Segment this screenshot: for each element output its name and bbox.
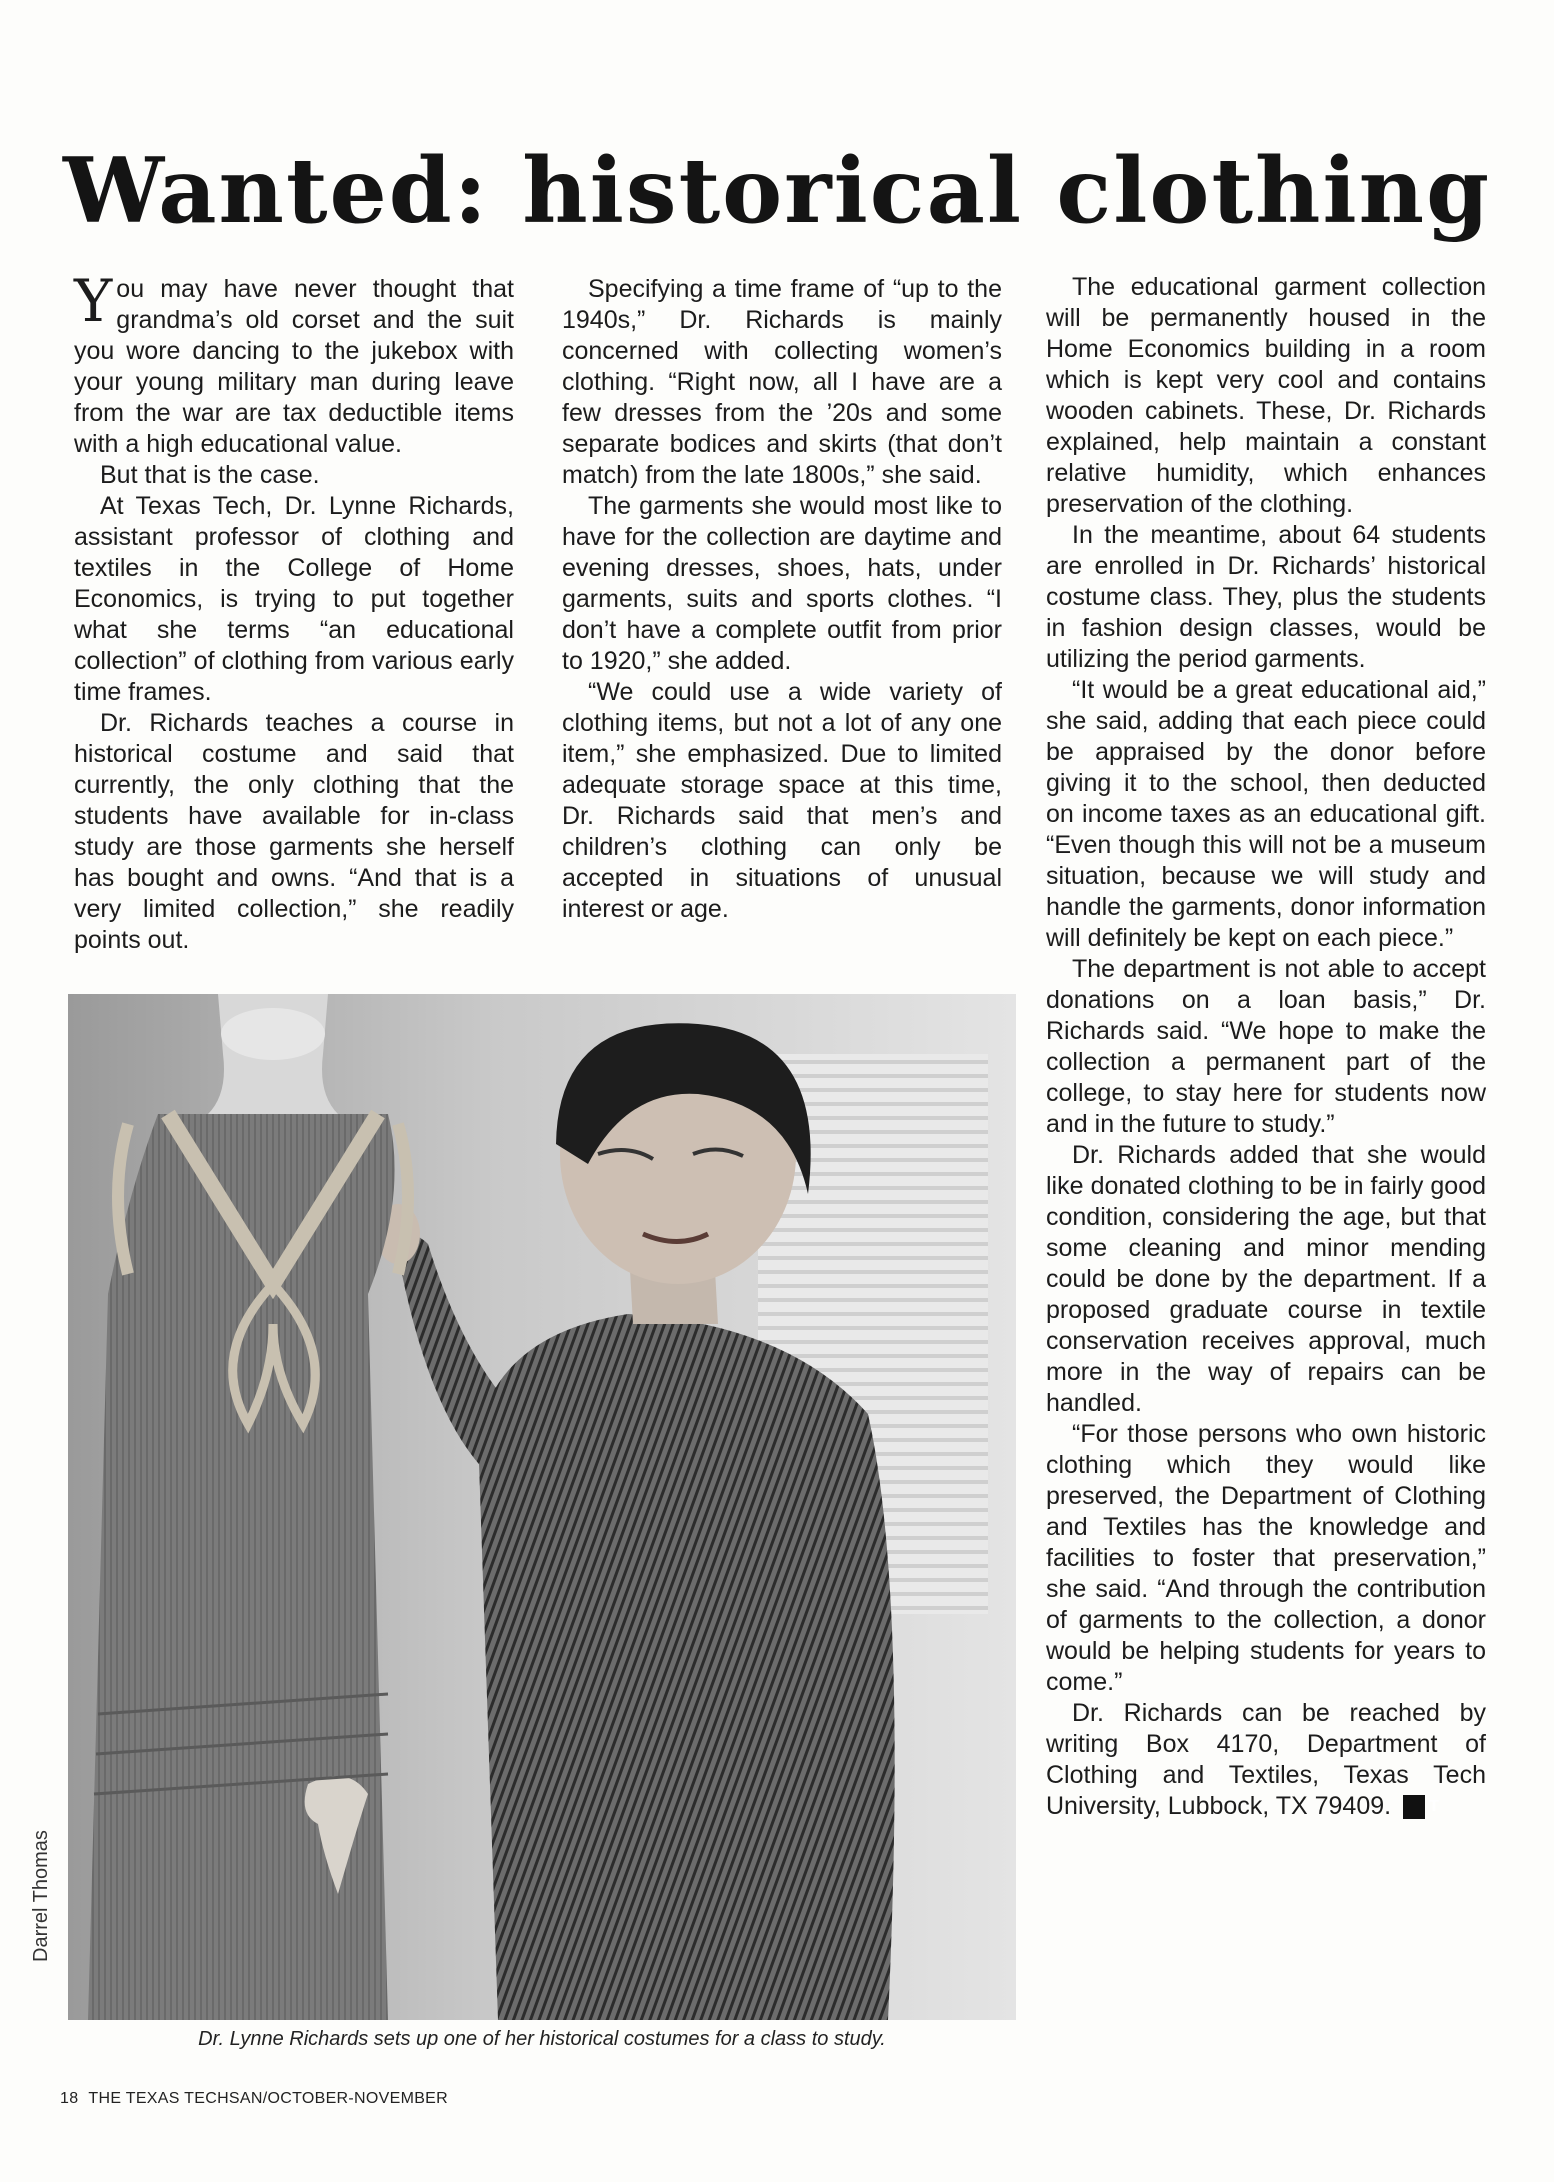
article-photo bbox=[68, 994, 1016, 2020]
paragraph: Dr. Richards teaches a course in historical costume and said that currently, the only clothing that the students have available for in-class study are those garments she herself has bought and owns. “And that is a very limited collection,” she readily points out. bbox=[74, 709, 514, 954]
photo-credit: Darrel Thomas bbox=[30, 1830, 52, 1962]
paragraph: But that is the case. bbox=[100, 461, 320, 489]
paragraph: Specifying a time frame of “up to the 1940s,” Dr. Richards is mainly concerned with collecting women’s clothing. “Right now, all I have are a few dresses from the ’20s and some separate bodices and skirts (that don’t match) from the late 1800s,” she said. bbox=[562, 275, 1002, 489]
article-column-3 bbox=[1046, 272, 1486, 1822]
paragraph: “We could use a wide variety of clothing items, but not a lot of any one item,” she emphasized. Due to limited adequate storage space at this time, Dr. Richards said that men’s and children’s clothing can only be accepted in situations of unusual interest or age. bbox=[562, 678, 1002, 923]
paragraph: The department is not able to accept donations on a loan basis,” Dr. Richards said. “We hope to make the collection a permanent part of the college, to stay here for students now and in the future to study.” bbox=[1046, 955, 1486, 1138]
article-column-1 bbox=[74, 267, 514, 956]
page-footer bbox=[60, 2090, 448, 2108]
page-number: 18 bbox=[60, 2090, 79, 2107]
dress bbox=[88, 1114, 408, 2020]
paragraph: “It would be a great educational aid,” she said, adding that each piece could be appraised by the donor before giving it to the school, then deducted on income taxes as an educational gift. “Even though this will not be a museum situation, because we will study and handle the garments, donor information will definitely be kept on each piece.” bbox=[1046, 676, 1486, 952]
paragraph-text: Dr. Richards can be reached by writing Box 4170, Department of Clothing and Textiles, Texas Tech University, Lubbock, TX 79409. bbox=[1046, 1699, 1486, 1820]
paragraph: “For those persons who own historic clothing which they would like preserved, the Department of Clothing and Textiles has the knowledge and facilities to foster that preservation,” she said. “And through the contribution of garments to the collection, a donor would be helping students for years to come.” bbox=[1046, 1420, 1486, 1696]
paragraph: The educational garment collection will be permanently housed in the Home Economics building in a room which is kept very cool and contains wooden cabinets. These, Dr. Richards explained, help maintain a constant relative humidity, which enhances preservation of the clothing. bbox=[1046, 273, 1486, 518]
paragraph-text: ou may have never thought that grandma’s old corset and the suit you wore dancing to the jukebox with your young military man during leave from the war are tax deductible items with a high educational value. bbox=[74, 275, 514, 458]
photo-illustration bbox=[68, 994, 1016, 2020]
paragraph: In the meantime, about 64 students are enrolled in Dr. Richards’ historical costume class. They, plus the students in fashion design classes, would be utilizing the period garments. bbox=[1046, 521, 1486, 673]
publication-name: THE TEXAS TECHSAN/OCTOBER-NOVEMBER bbox=[88, 2090, 449, 2107]
paragraph: The garments she would most like to have for the collection are daytime and evening dresses, shoes, hats, under garments, suits and sports clothes. “I don’t have a complete outfit from prior to 1920,” she added. bbox=[562, 492, 1002, 675]
photo-caption: Dr. Lynne Richards sets up one of her historical costumes for a class to study. bbox=[198, 2028, 886, 2050]
mannequin bbox=[208, 994, 338, 1114]
paragraph bbox=[74, 267, 514, 460]
paragraph: At Texas Tech, Dr. Lynne Richards, assistant professor of clothing and textiles in the College of Home Economics, is trying to put together what she terms “an educational collection” of clothing from various early time frames. bbox=[74, 492, 514, 706]
end-mark-icon: T bbox=[1403, 1795, 1425, 1819]
paragraph bbox=[1046, 1698, 1486, 1822]
drop-cap: Y bbox=[74, 267, 113, 335]
headline: Wanted: historical clothing bbox=[62, 138, 1492, 244]
paragraph: Dr. Richards added that she would like donated clothing to be in fairly good condition, considering the age, but that some cleaning and minor mending could be done by the department. If a proposed graduate course in textile conservation receives approval, much more in the way of repairs can be handled. bbox=[1046, 1141, 1486, 1417]
article-column-2 bbox=[562, 274, 1002, 925]
